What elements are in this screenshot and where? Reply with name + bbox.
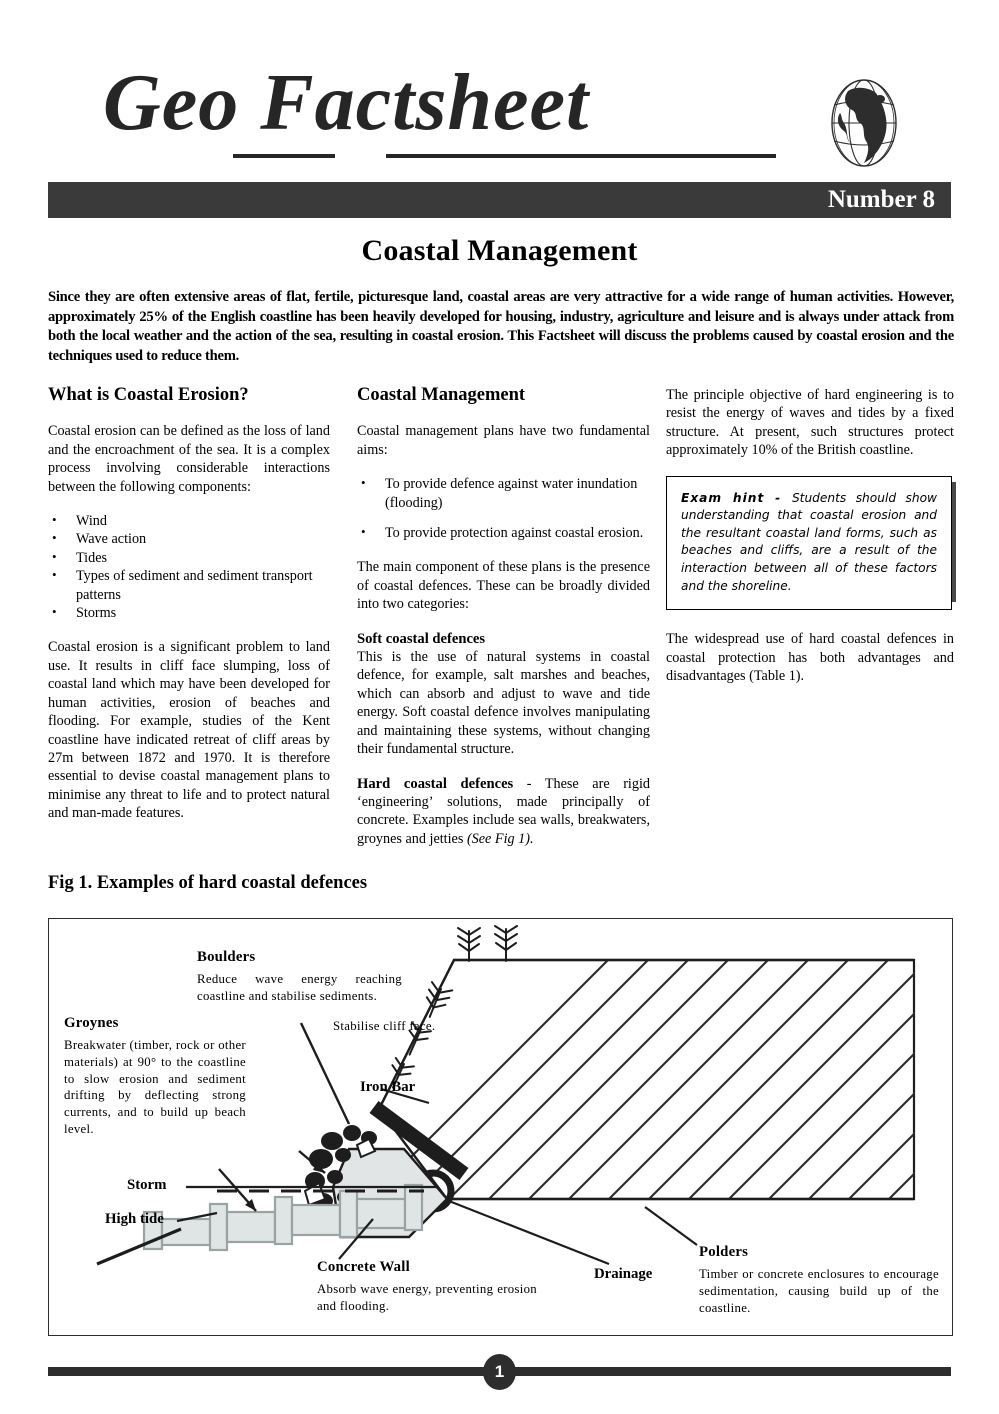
- boulders-label-heading: Boulders: [197, 949, 256, 965]
- fig-reference: (See Fig 1).: [466, 830, 534, 847]
- column-three: [666, 386, 954, 701]
- list-item: • Storms: [48, 604, 330, 622]
- page-number-badge: 1: [483, 1354, 516, 1390]
- column-one: [48, 386, 330, 839]
- coastal-erosion-components-list: [48, 512, 330, 622]
- exam-hint-label: Exam hint -: [681, 490, 792, 505]
- hard-defences-heading: Hard coastal defences: [357, 775, 514, 792]
- boulders-label-body: Reduce wave energy reaching coastline and stabilise sediments.: [197, 972, 402, 1003]
- section-heading-coastal-management: Coastal Management: [357, 385, 526, 405]
- soft-defences-body: This is the use of natural systems in coastal defence, for example, salt marshes and beaches, which can absorb and adjust to wave and tide energy. Soft coastal defence involves manipulating and maintaining these systems, without changing their fundamental structure.: [357, 649, 650, 758]
- soft-defences-block: [357, 630, 650, 759]
- section-heading-coastal-erosion: What is Coastal Erosion?: [48, 385, 249, 405]
- soft-defences-heading: Soft coastal defences: [357, 630, 486, 647]
- logo-underline-geo: [233, 154, 335, 158]
- list-item: • To provide protection against coastal erosion.: [357, 524, 650, 542]
- globe-icon: [818, 77, 910, 169]
- col1-paragraph-1: Coastal erosion can be defined as the loss of land and the encroachment of the sea. It is a complex process involving considerable interactions between the following components:: [48, 423, 330, 495]
- col3-paragraph-2: The widespread use of hard coastal defences in coastal protection has both advantages and disadvantages (Table 1).: [666, 631, 954, 684]
- exam-hint-box: [666, 476, 952, 611]
- concrete-wall-label-heading: Concrete Wall: [317, 1259, 410, 1275]
- standfirst-paragraph: Since they are often extensive areas of flat, fertile, picturesque land, coastal areas are very attractive for a wide range of human activities. However, approximately 25% of the English coastline has been heavily developed for housing, industry, agriculture and leisure and is always under attack from both the local weather and the action of the sea, resulting in coastal erosion. This Factsheet will discuss the problems caused by coastal erosion and the techniques used to reduce them.: [48, 289, 954, 364]
- concrete-wall-label-body: Absorb wave energy, preventing erosion and flooding.: [317, 1282, 537, 1313]
- issue-number-bar: [48, 182, 951, 218]
- list-item: • Wave action: [48, 530, 330, 548]
- polders-label-body: Timber or concrete enclosures to encourage sedimentation, causing build up of the coastline.: [699, 1267, 939, 1315]
- storm-label: Storm: [127, 1177, 167, 1193]
- stabilise-cliff-face-note: Stabilise cliff face.: [333, 1019, 436, 1033]
- groynes-label-body: Breakwater (timber, rock or other materials) at 90° to the coastline to slow erosion and sediment drifting by deflecting strong currents, and to build up beach level.: [64, 1038, 246, 1136]
- list-item: • Tides: [48, 549, 330, 567]
- groynes-label-heading: Groynes: [64, 1015, 119, 1031]
- column-two: [357, 386, 650, 864]
- hard-defences-block: [357, 775, 650, 849]
- list-item: • Wind: [48, 512, 330, 530]
- coastal-management-aims-list: [357, 475, 650, 542]
- iron-bar-label: Iron Bar: [360, 1079, 416, 1095]
- col1-paragraph-2: Coastal erosion is a significant problem to land use. It results in cliff face slumping, loss of coastal land which may have been developed for human activities, erosion of beaches and flooding. For example, studies of the Kent coastline have indicated retreat of cliff areas by 27m between 1872 and 1970. It is therefore essential to devise coastal management plans to minimise any threat to life and to protect natural and man-made features.: [48, 639, 330, 822]
- figure-title: Fig 1. Examples of hard coastal defences: [48, 873, 368, 893]
- hard-defences-body: - These are rigid ‘engineering’ solutions, made principally of concrete. Examples include sea walls, breakwaters, groynes and jetties: [357, 775, 650, 847]
- masthead: [48, 59, 951, 172]
- drainage-label: Drainage: [594, 1266, 653, 1282]
- figure-panel: [48, 918, 953, 1336]
- col2-paragraph-1: Coastal management plans have two fundamental aims:: [357, 423, 650, 458]
- col3-paragraph-1: The principle objective of hard engineering is to resist the energy of waves and tides by a fixed structure. At present, such structures protect approximately 10% of the British coastline.: [666, 387, 954, 459]
- seabed-line: [97, 1229, 181, 1264]
- logo-underline-factsheet: [386, 154, 776, 158]
- polders-label-heading: Polders: [699, 1244, 749, 1260]
- issue-number-label: Number 8: [827, 186, 935, 213]
- col2-paragraph-2: The main component of these plans is the presence of coastal defences. These can be broadly divided into two categories:: [357, 559, 650, 613]
- exam-hint-container: [666, 476, 952, 611]
- publication-logo: Geo Factsheet: [103, 59, 590, 147]
- exam-hint-body: Students should show understanding that coastal erosion and the resultant coastal land forms, such as beaches and cliffs, are a result of the interaction between all of these factors and the shoreline.: [681, 490, 937, 593]
- high-tide-label: High tide: [105, 1211, 164, 1227]
- page-title: Coastal Management: [361, 234, 638, 267]
- list-item: • Types of sediment and sediment transport patterns: [48, 567, 330, 604]
- list-item: • To provide defence against water inundation (flooding): [357, 475, 650, 512]
